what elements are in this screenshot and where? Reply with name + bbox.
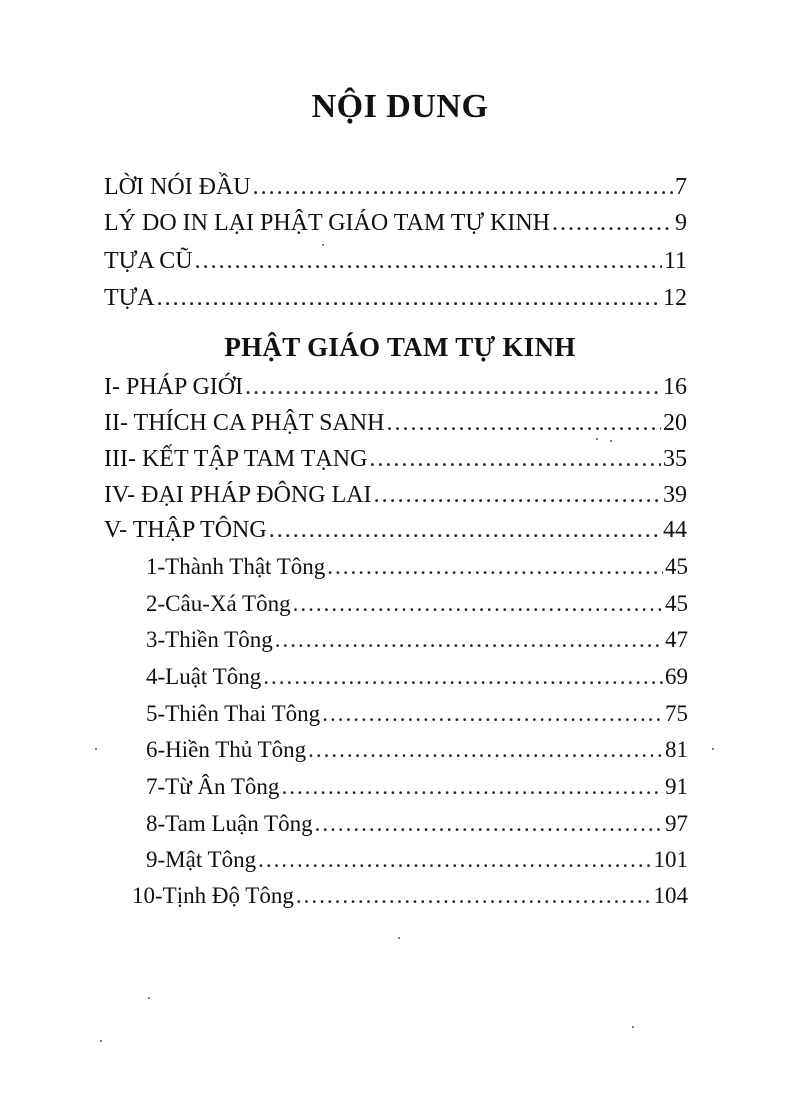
scan-speck <box>596 438 598 440</box>
toc-subentry-10 <box>132 881 688 911</box>
toc-entry-page: 104 <box>653 883 688 908</box>
toc-entry-page: 91 <box>665 774 688 799</box>
toc-entry-page: 75 <box>665 701 688 726</box>
toc-entry-label: Câu-Xá Tông <box>165 591 291 616</box>
toc-entry-page: 12 <box>663 285 687 311</box>
dot-leader <box>245 372 661 402</box>
dot-leader <box>322 699 663 729</box>
scan-speck <box>712 748 714 750</box>
toc-entry-page: 47 <box>665 627 688 652</box>
subentry-number: 1- <box>146 554 166 579</box>
dot-leader <box>374 480 661 510</box>
scan-speck <box>100 1040 102 1042</box>
subentry-number: 10- <box>132 883 163 908</box>
dot-leader <box>296 881 652 911</box>
toc-subentry-8 <box>146 809 688 839</box>
toc-entry-page: 11 <box>663 248 687 274</box>
toc-entry-page: 69 <box>665 664 688 689</box>
toc-entry-label: LÝ DO IN LẠI PHẬT GIÁO TAM TỰ KINH <box>104 210 551 236</box>
dot-leader <box>293 589 663 619</box>
toc-subentry-2 <box>146 589 688 619</box>
dot-leader <box>157 283 661 313</box>
toc-entry-label: Thiền Tông <box>165 627 273 652</box>
toc-subentry-4 <box>146 662 688 692</box>
toc-entry-label: Tam Luận Tông <box>165 811 313 836</box>
toc-entry-foreword <box>104 172 687 202</box>
toc-entry-label: Từ Ân Tông <box>165 774 280 799</box>
toc-entry-page: 35 <box>663 446 687 472</box>
toc-entry-page: 45 <box>665 554 688 579</box>
dot-leader <box>281 772 663 802</box>
toc-entry-page: 39 <box>663 482 687 508</box>
scan-speck <box>610 440 612 442</box>
dot-leader <box>386 408 661 438</box>
toc-entry-old-preface <box>104 246 687 276</box>
toc-subentry-3 <box>146 625 688 655</box>
toc-entry-page: 7 <box>675 174 687 200</box>
dot-leader <box>327 552 663 582</box>
toc-entry-page: 81 <box>665 737 688 762</box>
toc-entry-label: Thành Thật Tông <box>165 554 326 579</box>
toc-subentry-9 <box>146 845 688 875</box>
toc-entry-label: I- PHÁP GIỚI <box>104 374 244 400</box>
toc-entry-reprint-reason <box>104 208 687 238</box>
toc-entry-label: II- THÍCH CA PHẬT SANH <box>104 410 385 436</box>
toc-entry-label: TỰA <box>104 285 155 311</box>
toc-entry-chapter-3 <box>104 444 687 474</box>
toc-entry-label: Tịnh Độ Tông <box>162 883 294 908</box>
toc-subentry-6 <box>146 735 688 765</box>
toc-entry-label: V- THẬP TÔNG <box>104 517 267 543</box>
toc-entry-label: Thiên Thai Tông <box>165 701 321 726</box>
dot-leader <box>258 845 651 875</box>
subentry-number: 3- <box>146 627 166 652</box>
toc-subentry-7 <box>146 772 688 802</box>
toc-entry-page: 20 <box>663 410 687 436</box>
toc-entry-page: 101 <box>653 847 688 872</box>
scan-speck <box>148 997 150 999</box>
subentry-number: 9- <box>146 847 166 872</box>
toc-entry-page: 16 <box>663 374 687 400</box>
dot-leader <box>195 246 662 276</box>
subentry-number: 5- <box>146 701 166 726</box>
toc-subentry-1 <box>146 552 688 582</box>
subentry-number: 8- <box>146 811 166 836</box>
scan-speck <box>632 1026 634 1028</box>
toc-entry-chapter-5 <box>104 515 687 545</box>
dot-leader <box>369 444 661 474</box>
dot-leader <box>552 208 673 238</box>
scan-speck <box>95 748 97 750</box>
subentry-number: 7- <box>146 774 166 799</box>
toc-entry-label: Luật Tông <box>165 664 262 689</box>
subentry-number: 4- <box>146 664 166 689</box>
toc-entry-label: III- KẾT TẬP TAM TẠNG <box>104 446 368 472</box>
section-heading: PHẬT GIÁO TAM TỰ KINH <box>224 332 576 362</box>
toc-entry-label: Mật Tông <box>165 847 257 872</box>
dot-leader <box>263 662 663 692</box>
toc-entry-preface <box>104 283 687 313</box>
dot-leader <box>315 809 663 839</box>
toc-entry-page: 44 <box>663 517 687 543</box>
page-title: NỘI DUNG <box>311 88 489 125</box>
subentry-number: 6- <box>146 737 166 762</box>
toc-entry-page: 97 <box>665 811 688 836</box>
dot-leader <box>275 625 663 655</box>
dot-leader <box>308 735 663 765</box>
scan-speck <box>398 937 400 939</box>
toc-entry-page: 45 <box>665 591 688 616</box>
toc-entry-chapter-1 <box>104 372 687 402</box>
dot-leader <box>269 515 661 545</box>
scan-speck <box>322 244 324 246</box>
dot-leader <box>253 172 673 202</box>
toc-entry-page: 9 <box>675 210 687 236</box>
toc-subentry-5 <box>146 699 688 729</box>
toc-entry-label: IV- ĐẠI PHÁP ĐÔNG LAI <box>104 482 372 508</box>
toc-entry-chapter-2 <box>104 408 687 438</box>
toc-entry-label: Hiền Thủ Tông <box>165 737 307 762</box>
toc-entry-label: LỜI NÓI ĐẦU <box>104 174 251 200</box>
subentry-number: 2- <box>146 591 166 616</box>
toc-entry-chapter-4 <box>104 480 687 510</box>
toc-entry-label: TỰA CŨ <box>104 248 193 274</box>
